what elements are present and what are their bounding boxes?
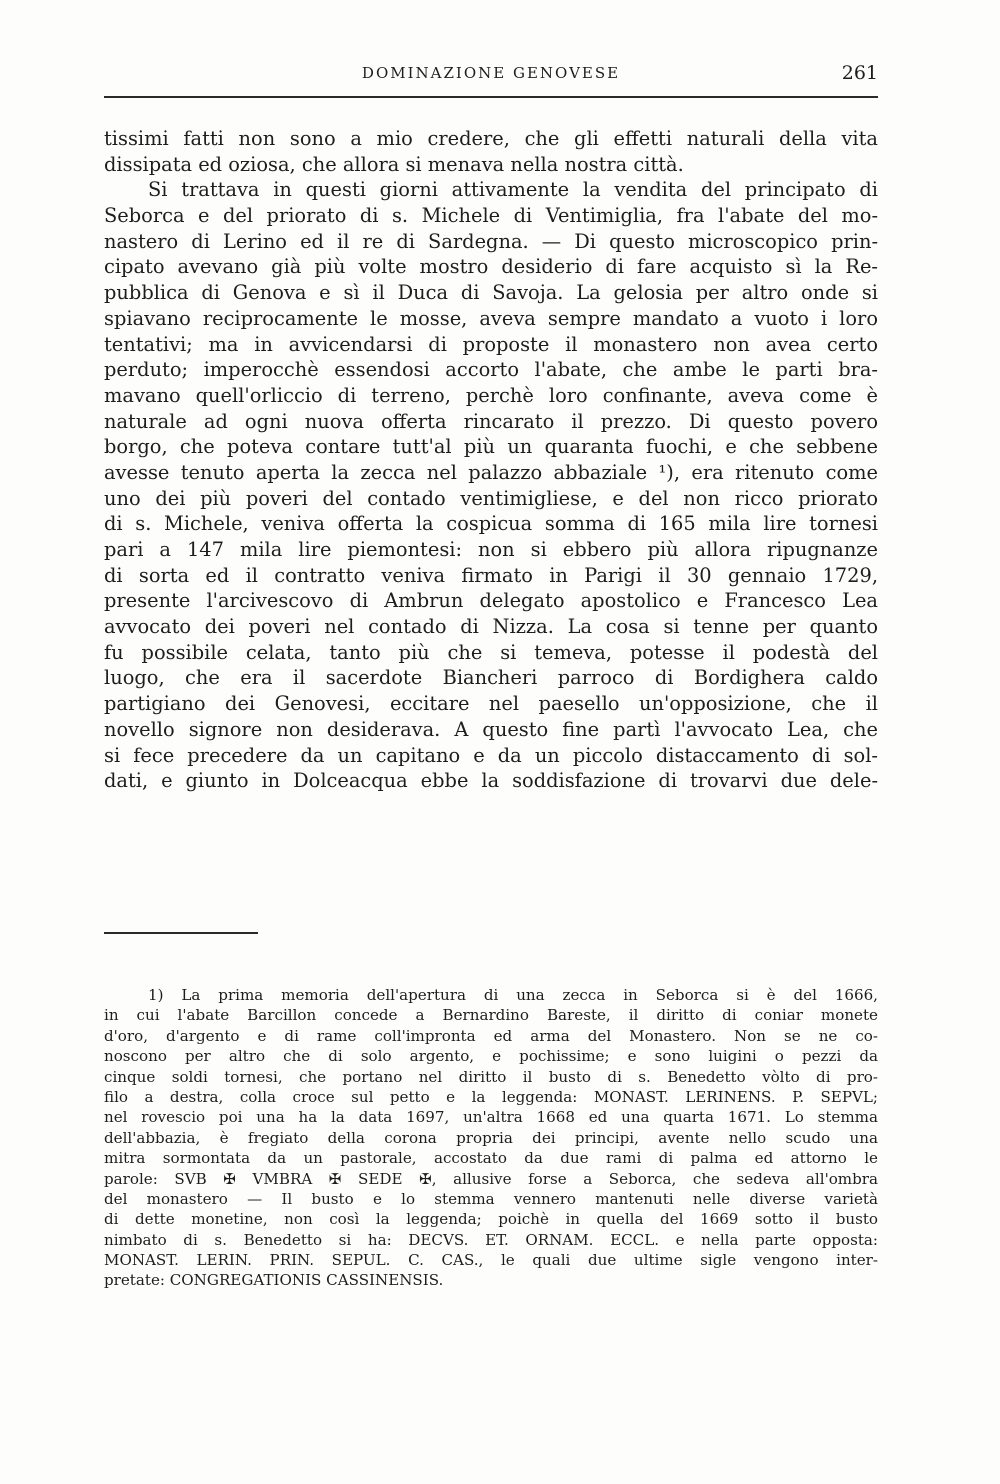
footnote-line: nel rovescio poi una ha la data 1697, un'altra 1668 ed una quarta 1671. Lo stemma [104,1108,878,1127]
text-line: Seborca e del priorato di s. Michele di Ventimiglia, fra l'abate del mo- [104,204,878,228]
text-line: tissimi fatti non sono a mio credere, che gli effetti naturali della vita [104,127,878,150]
text-line: partigiano dei Genovesi, eccitare nel paesello un'opposizione, che il [104,692,878,716]
text-line: uno dei più poveri del contado ventimigliese, e del non ricco priorato [104,486,878,510]
text-line: cipato avevano già più volte mostro desiderio di fare acquisto sì la Re- [104,255,878,279]
footnote-line: dell'abbazia, è fregiato della corona propria dei principi, avente nello scudo una [104,1128,878,1147]
footnote-line: del monastero — Il busto e lo stemma vennero mantenuti nelle diverse varietà [104,1189,878,1208]
footnote-line: MONAST. LERIN. PRIN. SEPUL. C. CAS., le quali due ultime sigle vengono inter- [104,1251,878,1270]
footnote-rule [104,932,258,934]
footnote-line: mitra sormontata da un pastorale, accostato da due rami di palma ed attorno le [104,1149,878,1168]
text-line: tentativi; ma in avvicendarsi di proposte il monastero non avea certo [104,332,878,356]
running-head: DOMINAZIONE GENOVESE [361,64,621,82]
footnote-line: in cui l'abate Barcillon concede a Bernardino Bareste, il diritto di coniar monete [104,1006,878,1025]
footnotes [104,985,878,1291]
header-rule [104,96,878,98]
text-line: dati, e giunto in Dolceacqua ebbe la soddisfazione di trovarvi due dele- [104,769,878,793]
text-line: pari a 147 mila lire piemontesi: non si ebbero più allora ripugnanze [104,538,878,561]
footnote-line: 1) La prima memoria dell'apertura di una zecca in Seborca si è del 1666, [148,986,878,1004]
text-line: nastero di Lerino ed il re di Sardegna. — Di questo microscopico prin- [104,229,878,253]
footnote-line: nimbato di s. Benedetto si ha: DECVS. ET. ORNAM. ECCL. e nella parte opposta: [104,1230,878,1249]
text-line: si fece precedere da un capitano e da un piccolo distaccamento di sol- [104,743,878,767]
footnote-line: parole: SVB ✠ VMBRA ✠ SEDE ✠, allusive forse a Seborca, che sedeva all'ombra [104,1169,878,1188]
footnote-line: noscono per altro che di solo argento, e pochissime; e sono luigini o pezzi da [104,1047,878,1066]
text-line: mavano quell'orliccio di terreno, perchè loro confinante, aveva come è [104,383,878,407]
text-line: borgo, che poteva contare tutt'al più un quaranta fuochi, e che sebbene [104,435,878,459]
footnote-line: cinque soldi tornesi, che portano nel diritto il busto di s. Benedetto vòlto di pro- [104,1067,878,1086]
footnote-line: pretate: CONGREGATIONIS CASSINENSIS. [104,1271,444,1290]
text-line: naturale ad ogni nuova offerta rincarato il prezzo. Di questo povero [104,409,878,433]
page-number: 261 [841,62,878,84]
text-line: dissipata ed oziosa, che allora si menava nella nostra città. [104,152,684,176]
text-line: perduto; imperocchè essendosi accorto l'abate, che ambe le parti bra- [104,358,878,382]
footnote-line: filo a destra, colla croce sul petto e la leggenda: MONAST. LERINENS. P. SEPVL; [104,1087,878,1106]
text-line: di sorta ed il contratto veniva firmato in Parigi il 30 gennaio 1729, [104,563,878,587]
footnote-line: di dette monetine, non così la leggenda; poichè in quella del 1669 sotto il busto [104,1210,878,1229]
page-header [104,62,878,86]
text-line: avvocato dei poveri nel contado di Nizza. La cosa si tenne per quanto [104,615,878,639]
text-line: pubblica di Genova e sì il Duca di Savoja. La gelosia per altro onde si [104,281,878,305]
text-line: luogo, che era il sacerdote Biancheri parroco di Bordighera caldo [104,666,878,690]
text-line: Si trattava in questi giorni attivamente la vendita del principato di [148,178,878,202]
text-line: novello signore non desiderava. A questo fine partì l'avvocato Lea, che [104,717,878,741]
footnote-line: d'oro, d'argento e di rame coll'impronta ed arma del Monastero. Non se ne co- [104,1026,878,1045]
text-line: di s. Michele, veniva offerta la cospicua somma di 165 mila lire tornesi [104,512,878,536]
text-line: presente l'arcivescovo di Ambrun delegato apostolico e Francesco Lea [104,589,878,613]
body-text [104,126,878,794]
text-line: fu possibile celata, tanto più che si temeva, potesse il podestà del [104,640,878,664]
text-line: avesse tenuto aperta la zecca nel palazzo abbaziale ¹), era ritenuto come [104,460,878,484]
text-line: spiavano reciprocamente le mosse, aveva sempre mandato a vuoto i loro [104,306,878,330]
